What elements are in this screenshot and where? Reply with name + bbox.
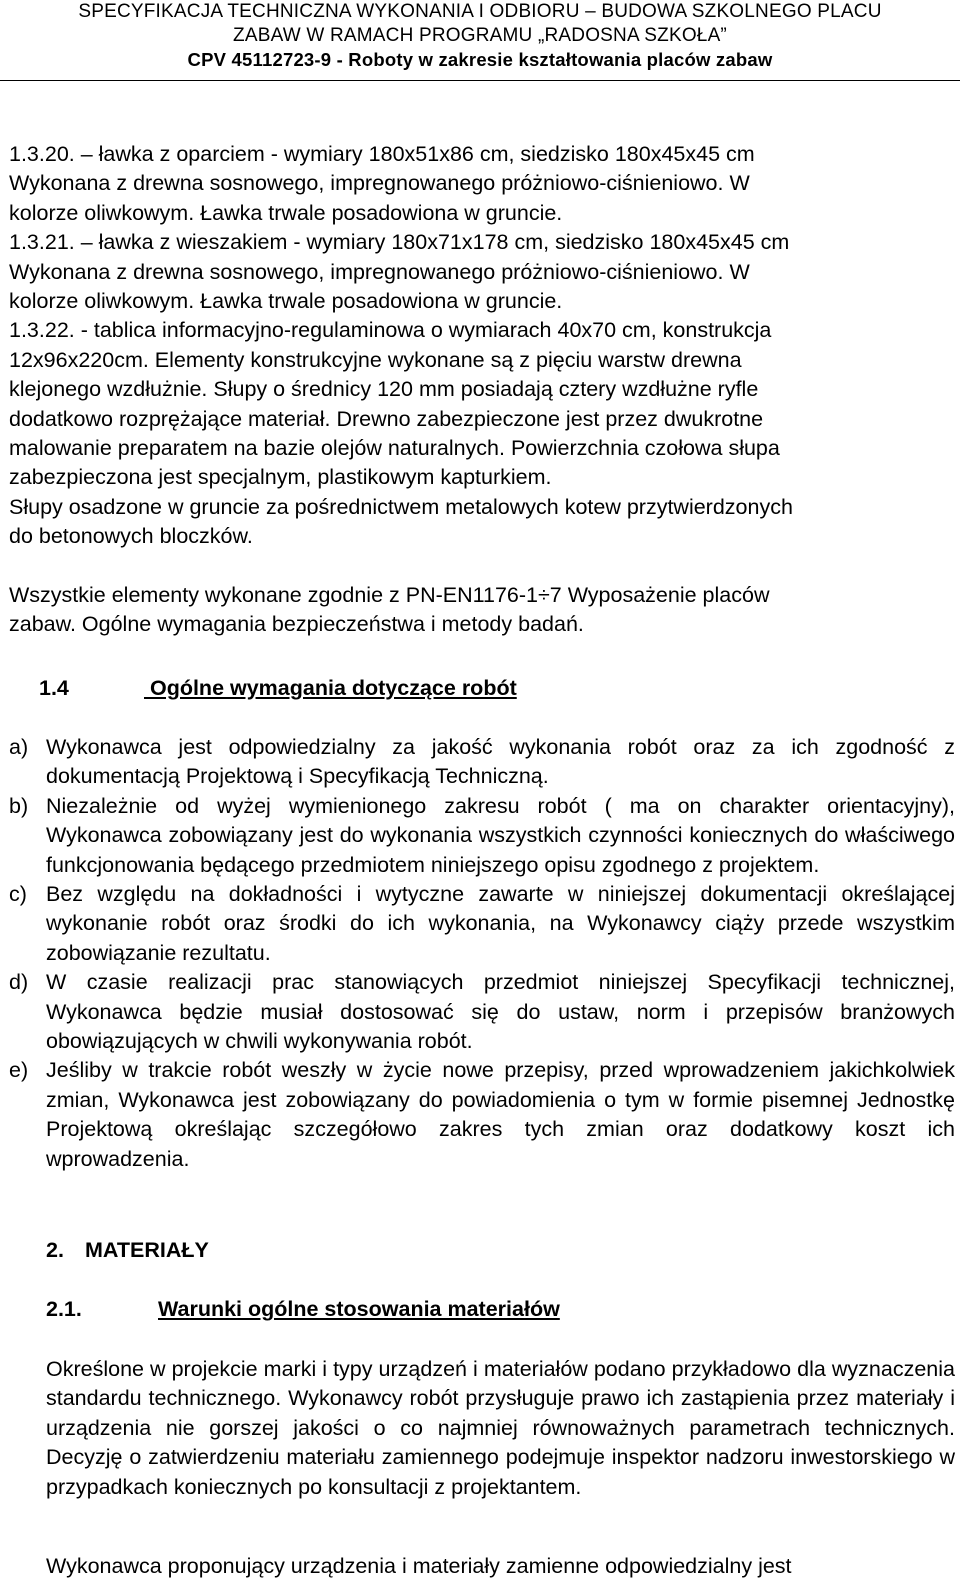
text-line: do betonowych bloczków. bbox=[9, 524, 253, 549]
text-line: dodatkowo rozprężające materiał. Drewno zabezpieczone jest przez dwukrotne bbox=[9, 406, 764, 431]
text-line: Słupy osadzone w gruncie za pośrednictwem metalowych kotew przytwierdzonych bbox=[9, 494, 793, 519]
text-line: Wykonana z drewna sosnowego, impregnowanego próżniowo-ciśnieniowo. W bbox=[9, 259, 750, 284]
section-number: 1.4 bbox=[39, 676, 69, 700]
section-title: Ogólne wymagania dotyczące robót bbox=[144, 676, 517, 700]
list-item bbox=[9, 968, 955, 1056]
list-item bbox=[9, 792, 955, 880]
header-divider bbox=[0, 80, 960, 81]
section-1-4-heading bbox=[39, 674, 739, 703]
list-marker: c) bbox=[9, 882, 27, 907]
list-item-text: Jeśliby w trakcie robót weszły w życie nowe przepisy, przed wprowadzeniem jakichkolwiek zmian, Wykonawca jest zobowiązany do powiadomienia o tym w formie pisemnej Jednostkę Projektową określając szczegółowo zakres tych zmian oraz dodatkowy koszt ich wprowadzenia. bbox=[46, 1058, 955, 1171]
list-item-text: Wykonawca jest odpowiedzialny za jakość wykonania robót oraz za ich zgodność z dokumentacją Projektową i Specyfikacją Techniczną. bbox=[46, 735, 955, 789]
materials-last-line: Wykonawca proponujący urządzenia i materiały zamienne odpowiedzialny jest bbox=[46, 1553, 792, 1578]
header-cpv-line: CPV 45112723-9 - Roboty w zakresie kształtowania placów zabaw bbox=[187, 49, 773, 70]
list-item-text: Niezależnie od wyżej wymienionego zakresu robót ( ma on charakter orientacyjny), Wykonawca zobowiązany jest do wykonania wszystkich czynności koniecznych do właściwego funkcjonowania będącego przedmiotem niniejszego opisu zgodnego z projektem. bbox=[46, 793, 955, 877]
list-marker: b) bbox=[9, 793, 29, 818]
section-title: MATERIAŁY bbox=[85, 1238, 209, 1262]
list-marker: d) bbox=[9, 970, 29, 995]
section-title: Warunki ogólne stosowania materiałów bbox=[158, 1297, 560, 1321]
text-line: zabezpieczona jest specjalnym, plastikowym kapturkiem. bbox=[9, 465, 552, 490]
section-2-heading bbox=[46, 1236, 446, 1265]
blank-line bbox=[9, 552, 954, 581]
norm-line: zabaw. Ogólne wymagania bezpieczeństwa i metody badań. bbox=[9, 612, 584, 637]
list-marker: e) bbox=[9, 1058, 29, 1083]
list-item bbox=[9, 733, 955, 792]
text-line: 1.3.20. – ławka z oparciem - wymiary 180x51x86 cm, siedzisko 180x45x45 cm bbox=[9, 142, 755, 166]
text-line: malowanie preparatem na bazie olejów naturalnych. Powierzchnia czołowa słupa bbox=[9, 436, 780, 461]
text-line: 1.3.21. – ławka z wieszakiem - wymiary 180x71x178 cm, siedzisko 180x45x45 cm bbox=[9, 230, 790, 255]
section-number: 2. bbox=[46, 1238, 64, 1262]
text-line: Wykonana z drewna sosnowego, impregnowanego próżniowo-ciśnieniowo. W bbox=[9, 171, 750, 196]
list-item bbox=[9, 1056, 955, 1174]
requirements-list bbox=[9, 733, 955, 1174]
header-title-line-1: SPECYFIKACJA TECHNICZNA WYKONANIA I ODBIORU – BUDOWA SZKOLNEGO PLACU bbox=[78, 1, 882, 22]
materials-section bbox=[46, 1355, 955, 1578]
text-line: 1.3.22. - tablica informacyjno-regulaminowa o wymiarach 40x70 cm, konstrukcja bbox=[9, 318, 772, 343]
norm-line: Wszystkie elementy wykonane zgodnie z PN-EN1176-1÷7 Wyposażenie placów bbox=[9, 583, 770, 608]
list-item bbox=[9, 880, 955, 968]
header-title-line-2: ZABAW W RAMACH PROGRAMU „RADOSNA SZKOŁA” bbox=[233, 25, 727, 46]
materials-paragraph: Określone w projekcie marki i typy urządzeń i materiałów podano przykładowo dla wyznaczenia standardu technicznego. Wykonawcy robót przysługuje prawo ich zastąpienia przez materiały i urządzenia nie gorszej jakości o co najmniej równoważnych parametrach technicznych. Decyzję o zatwierdzeniu materiału zamiennego podejmuje inspektor nadzoru inwestorskiego w przypadkach koniecznych po konsultacji z projektantem. bbox=[46, 1357, 955, 1499]
text-line: 12x96x220cm. Elementy konstrukcyjne wykonane są z pięciu warstw drewna bbox=[9, 347, 742, 372]
text-line: kolorze oliwkowym. Ławka trwale posadowiona w gruncie. bbox=[9, 289, 563, 314]
text-line: kolorze oliwkowym. Ławka trwale posadowiona w gruncie. bbox=[9, 200, 563, 225]
equipment-description bbox=[9, 140, 954, 640]
page-header bbox=[0, 0, 960, 72]
section-number: 2.1. bbox=[46, 1297, 82, 1321]
list-item-text: W czasie realizacji prac stanowiących przedmiot niniejszej Specyfikacji technicznej, Wykonawca będzie musiał dostosować się do ustaw, norm i przepisów branżowych obowiązujących w chwili wykonywania robót. bbox=[46, 970, 955, 1054]
list-marker: a) bbox=[9, 735, 29, 759]
list-item-text: Bez względu na dokładności i wytyczne zawarte w niniejszej dokumentacji określającej wykonanie robót oraz środki do ich wykonania, na Wykonawcy ciąży przede wszystkim zobowiązanie rezultatu. bbox=[46, 882, 955, 965]
text-line: klejonego wzdłużnie. Słupy o średnicy 120 mm posiadają cztery wzdłużne ryfle bbox=[9, 377, 759, 402]
section-2-1-heading bbox=[46, 1295, 746, 1324]
